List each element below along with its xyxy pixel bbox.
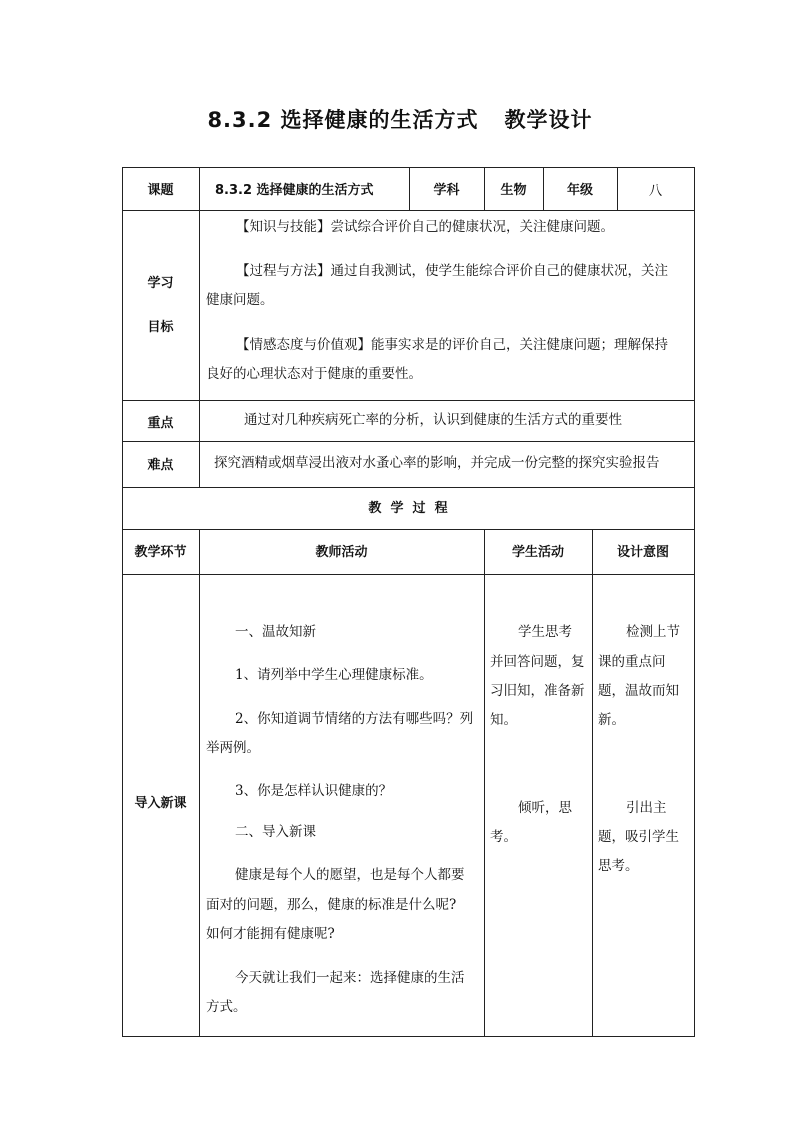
teacher-heading-review: 一、温故知新 [235, 624, 316, 640]
intent-2-line2: 题，吸引学生 [598, 829, 679, 845]
column-teacher: 教师活动 [315, 545, 368, 560]
column-stage: 教学环节 [134, 545, 187, 560]
intent-1-line4: 新。 [598, 712, 625, 728]
objective-emotion-line1: 【情感态度与价值观】能事实求是的评价自己，关注健康问题；理解保持 [236, 337, 668, 353]
teacher-paragraph-1-line2: 面对的问题，那么，健康的标准是什么呢? [206, 897, 457, 913]
teacher-question-2-line2: 举两例。 [206, 740, 260, 756]
label-subject: 学科 [433, 183, 460, 198]
objective-emotion-line2: 良好的心理状态对于健康的重要性。 [206, 366, 422, 382]
intent-1-line2: 课的重点问 [598, 654, 666, 670]
objective-knowledge: 【知识与技能】尝试综合评价自己的健康状况，关注健康问题。 [236, 219, 614, 235]
label-key-point: 重点 [147, 416, 174, 431]
table-rule [122, 400, 695, 401]
table-rule [122, 574, 695, 575]
table-rule [122, 1036, 695, 1037]
teacher-paragraph-1-line1: 健康是每个人的愿望，也是每个人都要 [235, 867, 465, 883]
teacher-paragraph-2-line2: 方式。 [206, 999, 247, 1015]
subject-value: 生物 [500, 183, 527, 198]
document-title [0, 104, 800, 134]
intent-1-line3: 题，温故而知 [598, 683, 679, 699]
teacher-question-3: 3、你是怎样认识健康的？ [235, 783, 393, 799]
label-topic: 课题 [147, 183, 174, 198]
student-answer-2-line2: 考。 [490, 829, 517, 845]
table-rule [122, 441, 695, 442]
topic-value: 8.3.2 选择健康的生活方式 [215, 183, 374, 198]
teacher-paragraph-2-line1: 今天就让我们一起来：选择健康的生活 [235, 970, 465, 986]
process-header: 教 学 过 程 [368, 501, 448, 516]
label-objectives-line1: 学习 [147, 276, 174, 291]
table-rule [199, 167, 200, 210]
column-student: 学生活动 [511, 545, 564, 560]
label-difficulty: 难点 [147, 458, 174, 473]
column-intent: 设计意图 [616, 545, 669, 560]
difficulty-text: 探究酒精或烟草浸出液对水蚤心率的影响，并完成一份完整的探究实验报告 [214, 455, 660, 471]
teacher-question-2-line1: 2、你知道调节情绪的方法有哪些吗？列 [235, 711, 474, 727]
student-answer-1-line3: 习旧知，准备新 [490, 683, 585, 699]
teacher-paragraph-1-line3: 如何才能拥有健康呢? [206, 926, 335, 942]
stage-intro: 导入新课 [134, 796, 187, 811]
grade-value: 八 [648, 183, 663, 199]
student-answer-2-line1: 倾听，思 [518, 800, 572, 816]
intent-1-line1: 检测上节 [626, 624, 680, 640]
table-rule [694, 167, 695, 1037]
intent-2-line3: 思考。 [598, 858, 639, 874]
title-main: 8.3.2 选择健康的生活方式 [207, 108, 479, 132]
intent-2-line1: 引出主 [626, 800, 667, 816]
student-answer-1-line1: 学生思考 [518, 624, 572, 640]
student-answer-1-line4: 知。 [490, 712, 517, 728]
objective-process-line2: 健康问题。 [206, 292, 274, 308]
teacher-heading-intro: 二、导入新课 [235, 824, 316, 840]
table-rule [199, 210, 200, 487]
table-rule [122, 210, 695, 211]
table-rule [592, 529, 593, 1036]
table-rule [122, 487, 695, 488]
table-rule [484, 529, 485, 1036]
label-grade: 年级 [566, 183, 593, 198]
label-objectives-line2: 目标 [147, 320, 174, 335]
table-rule [122, 167, 123, 1037]
table-rule [122, 529, 695, 530]
objective-process-line1: 【过程与方法】通过自我测试，使学生能综合评价自己的健康状况，关注 [236, 263, 668, 279]
key-point-text: 通过对几种疾病死亡率的分析，认识到健康的生活方式的重要性 [244, 412, 622, 428]
student-answer-1-line2: 并回答问题，复 [490, 654, 585, 670]
teacher-question-1: 1、请列举中学生心理健康标准。 [235, 667, 433, 683]
table-rule [199, 529, 200, 1036]
title-suffix: 教学设计 [504, 108, 593, 132]
